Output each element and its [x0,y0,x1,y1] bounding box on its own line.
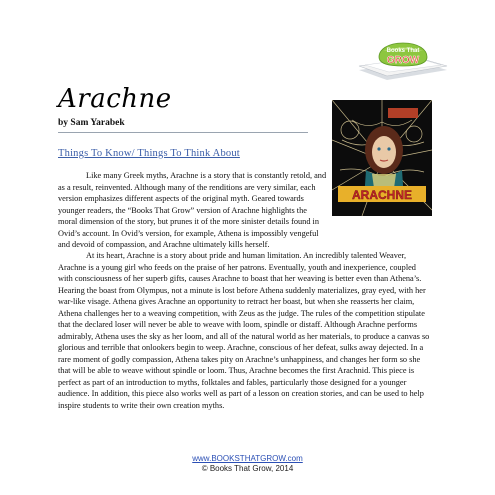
svg-text:Books That: Books That [386,48,420,54]
divider [58,132,308,133]
website-link[interactable]: www.BOOKSTHATGROW.com [192,454,303,463]
svg-text:GROW: GROW [386,55,420,66]
svg-text:ARACHNE: ARACHNE [352,188,412,202]
section-heading-link[interactable]: Things To Know/ Things To Think About [58,148,240,159]
copyright-notice: © Books That Grow, 2014 [201,464,294,473]
page-title: Arachne [58,84,172,114]
author-byline: by Sam Yarabek [58,118,125,128]
paragraph-summary: At its heart, Arachne is a story about pride and human limitation. An incredibly talented Weaver, Arachne is a young girl who feeds on the praise of her patrons. Eventually, youth and inexperience, coupled with consciousness of her superb gifts, causes Arachne to boast that her weaving is better even than Athena’s. Hearing the boast from Olympus, not a minute is lost before Athena suddenly materializes, gray eyed, with her war-like visage. Athena gives Arachne an opportunity to retract her boast, but when she reasserts her claim, Athena challenges her to a weaving competition, with Zeus as the judge. The rules of the competition stipulate that the declared loser will never be able to weave with loom, spindle or distaff. Although Arachne performs admirably, Athena uses the sky as her loom, and all of the natural world as her materials, to produce a canvas so glorious and terrible that onlookers begin to weep. Arachne, conscious of her defeat, sulks away dejected. In a rare moment of godly compassion, Athena takes pity on Arachne’s unhappiness, and changes her form so she that will be able to weave without spindle or loom. Thus, Arachne becomes the first Arachnid. This piece is perfect as part of an introduction to myths, folktales and fables, particularly those designed for a younger audience. In addition, this piece also works well as part of a lesson on creation stories, and can be used to help inspire students to write their own creation myths. [58,251,430,410]
paragraph-intro: Like many Greek myths, Arachne is a story that is constantly retold, and as a result, reinvented. Although many of the renditions are very similar, each version emphasizes different aspects of the original myth. Geared towards younger readers, the “Books That Grow” version of Arachne highlights the moral dimension of the story, but prunes it of the more sinister details found in Ovid’s account. In Ovid’s version, for example, Athena is impossibly vengeful and devoid of compassion, and Arachne ultimately kills herself. [58,171,327,249]
books-that-grow-logo [357,40,449,82]
book-cover-image [332,100,432,216]
